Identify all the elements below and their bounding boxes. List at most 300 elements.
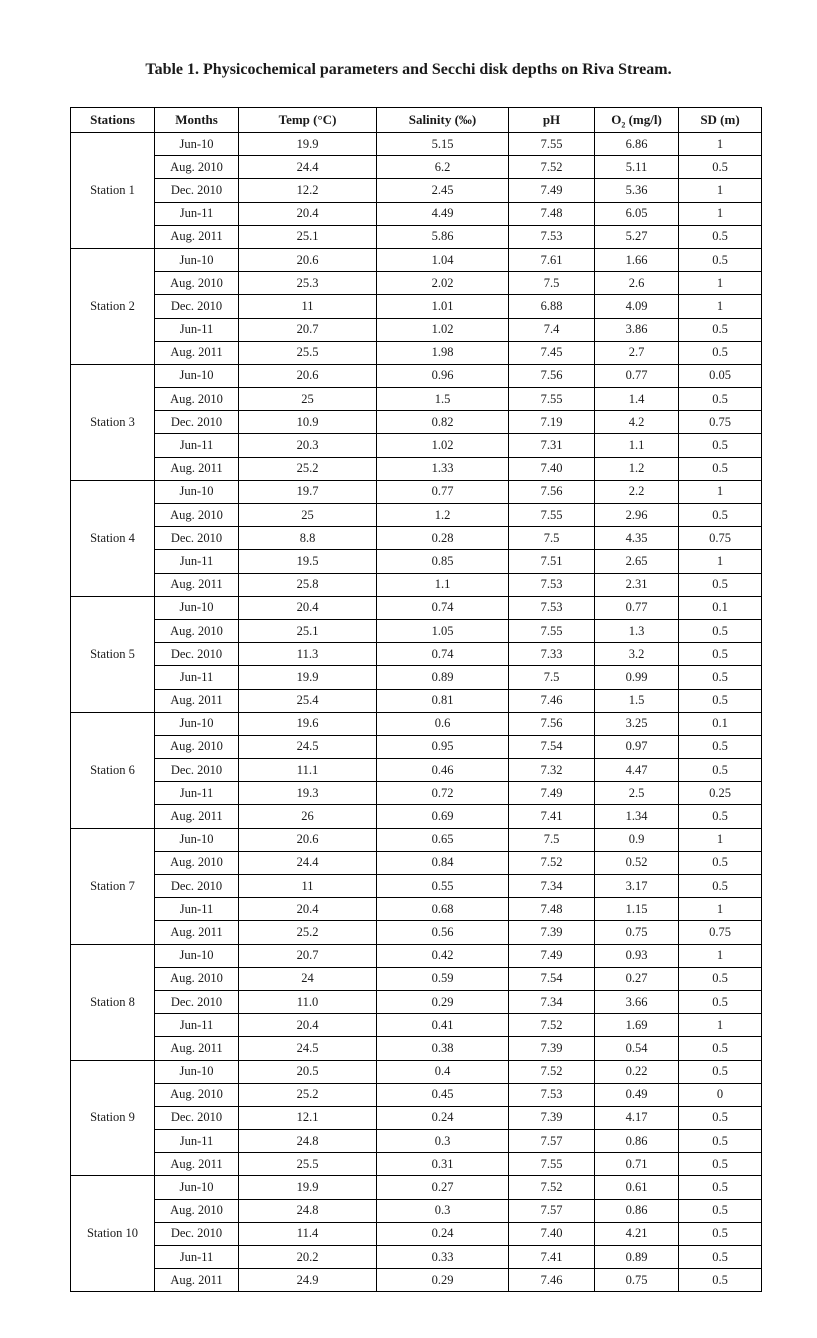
- sd-cell: 0.75: [679, 527, 762, 550]
- table-row: [71, 527, 762, 550]
- temp-cell: 20.6: [239, 364, 377, 387]
- temp-cell: 20.5: [239, 1060, 377, 1083]
- temp-cell: 25.3: [239, 272, 377, 295]
- o2-cell: 3.25: [595, 712, 679, 735]
- table-row: [71, 434, 762, 457]
- ph-cell: 7.53: [509, 596, 595, 619]
- temp-cell: 19.6: [239, 712, 377, 735]
- header-o2-symbol: O: [611, 112, 622, 127]
- salinity-cell: 0.24: [377, 1106, 509, 1129]
- temp-cell: 20.7: [239, 318, 377, 341]
- header-temp: Temp (°C): [239, 108, 377, 133]
- o2-cell: 0.61: [595, 1176, 679, 1199]
- table-row: [71, 388, 762, 411]
- temp-cell: 24.5: [239, 1037, 377, 1060]
- month-cell: Dec. 2010: [155, 990, 239, 1013]
- month-cell: Aug. 2010: [155, 619, 239, 642]
- temp-cell: 20.4: [239, 898, 377, 921]
- sd-cell: 0.5: [679, 851, 762, 874]
- sd-cell: 0.5: [679, 1176, 762, 1199]
- sd-cell: 0.5: [679, 341, 762, 364]
- ph-cell: 7.49: [509, 179, 595, 202]
- header-stations: Stations: [71, 108, 155, 133]
- salinity-cell: 1.02: [377, 318, 509, 341]
- sd-cell: 0.75: [679, 921, 762, 944]
- table-row: [71, 990, 762, 1013]
- o2-cell: 4.21: [595, 1222, 679, 1245]
- temp-cell: 20.3: [239, 434, 377, 457]
- sd-cell: 1: [679, 179, 762, 202]
- sd-cell: 1: [679, 202, 762, 225]
- salinity-cell: 0.3: [377, 1130, 509, 1153]
- temp-cell: 24.8: [239, 1130, 377, 1153]
- sd-cell: 0.25: [679, 782, 762, 805]
- month-cell: Dec. 2010: [155, 1222, 239, 1245]
- temp-cell: 11.1: [239, 759, 377, 782]
- table-row: [71, 1199, 762, 1222]
- station-name-cell: Station 10: [71, 1176, 155, 1292]
- ph-cell: 7.4: [509, 318, 595, 341]
- ph-cell: 7.52: [509, 1176, 595, 1199]
- month-cell: Dec. 2010: [155, 1106, 239, 1129]
- month-cell: Aug. 2011: [155, 921, 239, 944]
- ph-cell: 7.53: [509, 225, 595, 248]
- ph-cell: 7.54: [509, 735, 595, 758]
- ph-cell: 7.31: [509, 434, 595, 457]
- ph-cell: 7.33: [509, 643, 595, 666]
- temp-cell: 8.8: [239, 527, 377, 550]
- header-o2: [595, 108, 679, 133]
- o2-cell: 4.35: [595, 527, 679, 550]
- o2-cell: 4.2: [595, 411, 679, 434]
- o2-cell: 6.05: [595, 202, 679, 225]
- salinity-cell: 1.02: [377, 434, 509, 457]
- ph-cell: 7.41: [509, 805, 595, 828]
- ph-cell: 7.57: [509, 1199, 595, 1222]
- temp-cell: 24.9: [239, 1269, 377, 1292]
- ph-cell: 7.45: [509, 341, 595, 364]
- station-name-cell: Station 8: [71, 944, 155, 1060]
- salinity-cell: 0.29: [377, 990, 509, 1013]
- station-name-cell: Station 3: [71, 364, 155, 480]
- sd-cell: 1: [679, 295, 762, 318]
- temp-cell: 19.3: [239, 782, 377, 805]
- month-cell: Jun-10: [155, 712, 239, 735]
- table-row: [71, 875, 762, 898]
- o2-cell: 1.1: [595, 434, 679, 457]
- temp-cell: 20.7: [239, 944, 377, 967]
- salinity-cell: 1.5: [377, 388, 509, 411]
- month-cell: Aug. 2010: [155, 967, 239, 990]
- salinity-cell: 0.27: [377, 1176, 509, 1199]
- temp-cell: 20.6: [239, 828, 377, 851]
- ph-cell: 7.61: [509, 248, 595, 271]
- temp-cell: 20.4: [239, 1014, 377, 1037]
- temp-cell: 19.9: [239, 133, 377, 156]
- sd-cell: 0.5: [679, 248, 762, 271]
- table-row: [71, 851, 762, 874]
- month-cell: Jun-10: [155, 944, 239, 967]
- table-row: [71, 1269, 762, 1292]
- o2-cell: 0.77: [595, 364, 679, 387]
- table-row: [71, 782, 762, 805]
- sd-cell: 0.5: [679, 689, 762, 712]
- table-row: [71, 156, 762, 179]
- o2-cell: 0.75: [595, 1269, 679, 1292]
- temp-cell: 24.8: [239, 1199, 377, 1222]
- sd-cell: 0.5: [679, 1269, 762, 1292]
- ph-cell: 7.5: [509, 828, 595, 851]
- salinity-cell: 0.74: [377, 643, 509, 666]
- month-cell: Dec. 2010: [155, 875, 239, 898]
- temp-cell: 10.9: [239, 411, 377, 434]
- temp-cell: 11.3: [239, 643, 377, 666]
- month-cell: Jun-10: [155, 1060, 239, 1083]
- table-row: [71, 643, 762, 666]
- ph-cell: 7.55: [509, 619, 595, 642]
- temp-cell: 24.4: [239, 851, 377, 874]
- sd-cell: 0.5: [679, 990, 762, 1013]
- temp-cell: 12.1: [239, 1106, 377, 1129]
- ph-cell: 7.51: [509, 550, 595, 573]
- temp-cell: 20.2: [239, 1246, 377, 1269]
- ph-cell: 7.52: [509, 1014, 595, 1037]
- table-row: [71, 1083, 762, 1106]
- month-cell: Jun-10: [155, 1176, 239, 1199]
- sd-cell: 0.5: [679, 805, 762, 828]
- station-name-cell: Station 6: [71, 712, 155, 828]
- ph-cell: 7.40: [509, 1222, 595, 1245]
- station-name-cell: Station 5: [71, 596, 155, 712]
- sd-cell: 0.5: [679, 619, 762, 642]
- header-sd: SD (m): [679, 108, 762, 133]
- month-cell: Aug. 2010: [155, 388, 239, 411]
- month-cell: Jun-10: [155, 248, 239, 271]
- salinity-cell: 0.81: [377, 689, 509, 712]
- table-row: [71, 596, 762, 619]
- table-row: [71, 1037, 762, 1060]
- sd-cell: 0.5: [679, 504, 762, 527]
- table-row: [71, 295, 762, 318]
- sd-cell: 0.5: [679, 457, 762, 480]
- month-cell: Aug. 2011: [155, 457, 239, 480]
- salinity-cell: 0.68: [377, 898, 509, 921]
- month-cell: Aug. 2010: [155, 504, 239, 527]
- temp-cell: 24.4: [239, 156, 377, 179]
- salinity-cell: 0.28: [377, 527, 509, 550]
- table-row: [71, 364, 762, 387]
- salinity-cell: 0.6: [377, 712, 509, 735]
- sd-cell: 0.5: [679, 1199, 762, 1222]
- month-cell: Dec. 2010: [155, 411, 239, 434]
- salinity-cell: 0.31: [377, 1153, 509, 1176]
- salinity-cell: 0.56: [377, 921, 509, 944]
- table-row: [71, 1014, 762, 1037]
- temp-cell: 25.5: [239, 341, 377, 364]
- month-cell: Aug. 2011: [155, 1153, 239, 1176]
- month-cell: Jun-11: [155, 550, 239, 573]
- ph-cell: 7.5: [509, 272, 595, 295]
- header-o2-unit: (mg/l): [625, 112, 662, 127]
- salinity-cell: 0.45: [377, 1083, 509, 1106]
- sd-cell: 0: [679, 1083, 762, 1106]
- table-row: [71, 202, 762, 225]
- o2-cell: 2.7: [595, 341, 679, 364]
- table-row: [71, 1106, 762, 1129]
- ph-cell: 7.52: [509, 156, 595, 179]
- table-row: [71, 1060, 762, 1083]
- physicochemical-table: [70, 107, 762, 1292]
- o2-cell: 0.86: [595, 1130, 679, 1153]
- month-cell: Jun-11: [155, 1130, 239, 1153]
- temp-cell: 19.9: [239, 1176, 377, 1199]
- o2-cell: 4.17: [595, 1106, 679, 1129]
- temp-cell: 25.8: [239, 573, 377, 596]
- o2-cell: 1.34: [595, 805, 679, 828]
- sd-cell: 0.5: [679, 1153, 762, 1176]
- temp-cell: 25: [239, 388, 377, 411]
- o2-cell: 1.2: [595, 457, 679, 480]
- month-cell: Aug. 2010: [155, 1083, 239, 1106]
- table-row: [71, 921, 762, 944]
- o2-cell: 1.4: [595, 388, 679, 411]
- ph-cell: 7.48: [509, 898, 595, 921]
- sd-cell: 1: [679, 272, 762, 295]
- month-cell: Jun-11: [155, 782, 239, 805]
- table-row: [71, 735, 762, 758]
- month-cell: Aug. 2010: [155, 851, 239, 874]
- ph-cell: 7.49: [509, 782, 595, 805]
- salinity-cell: 0.89: [377, 666, 509, 689]
- temp-cell: 25.4: [239, 689, 377, 712]
- salinity-cell: 0.84: [377, 851, 509, 874]
- temp-cell: 25.2: [239, 1083, 377, 1106]
- ph-cell: 7.5: [509, 666, 595, 689]
- table-row: [71, 898, 762, 921]
- table-row: [71, 944, 762, 967]
- o2-cell: 0.75: [595, 921, 679, 944]
- temp-cell: 24: [239, 967, 377, 990]
- sd-cell: 0.5: [679, 434, 762, 457]
- table-row: [71, 341, 762, 364]
- temp-cell: 25.1: [239, 619, 377, 642]
- o2-cell: 3.66: [595, 990, 679, 1013]
- sd-cell: 0.75: [679, 411, 762, 434]
- o2-cell: 4.47: [595, 759, 679, 782]
- table-row: [71, 1222, 762, 1245]
- month-cell: Jun-10: [155, 364, 239, 387]
- header-o2-subscript: 2: [621, 120, 626, 130]
- month-cell: Aug. 2011: [155, 341, 239, 364]
- ph-cell: 7.19: [509, 411, 595, 434]
- ph-cell: 7.55: [509, 388, 595, 411]
- o2-cell: 2.6: [595, 272, 679, 295]
- sd-cell: 0.5: [679, 225, 762, 248]
- salinity-cell: 0.69: [377, 805, 509, 828]
- table-row: [71, 1153, 762, 1176]
- o2-cell: 0.89: [595, 1246, 679, 1269]
- sd-cell: 0.5: [679, 1246, 762, 1269]
- month-cell: Aug. 2010: [155, 156, 239, 179]
- sd-cell: 0.5: [679, 1106, 762, 1129]
- month-cell: Dec. 2010: [155, 295, 239, 318]
- temp-cell: 26: [239, 805, 377, 828]
- ph-cell: 7.52: [509, 851, 595, 874]
- o2-cell: 0.97: [595, 735, 679, 758]
- month-cell: Jun-11: [155, 898, 239, 921]
- o2-cell: 2.31: [595, 573, 679, 596]
- month-cell: Aug. 2011: [155, 573, 239, 596]
- sd-cell: 0.5: [679, 388, 762, 411]
- month-cell: Aug. 2011: [155, 225, 239, 248]
- sd-cell: 0.5: [679, 1222, 762, 1245]
- sd-cell: 0.5: [679, 967, 762, 990]
- sd-cell: 0.5: [679, 666, 762, 689]
- sd-cell: 0.5: [679, 875, 762, 898]
- salinity-cell: 0.3: [377, 1199, 509, 1222]
- temp-cell: 11: [239, 295, 377, 318]
- table-row: [71, 411, 762, 434]
- o2-cell: 3.17: [595, 875, 679, 898]
- table-row: [71, 225, 762, 248]
- month-cell: Jun-10: [155, 480, 239, 503]
- o2-cell: 0.99: [595, 666, 679, 689]
- o2-cell: 0.22: [595, 1060, 679, 1083]
- month-cell: Jun-11: [155, 434, 239, 457]
- ph-cell: 7.40: [509, 457, 595, 480]
- ph-cell: 7.5: [509, 527, 595, 550]
- salinity-cell: 0.82: [377, 411, 509, 434]
- station-name-cell: Station 4: [71, 480, 155, 596]
- salinity-cell: 0.38: [377, 1037, 509, 1060]
- o2-cell: 0.49: [595, 1083, 679, 1106]
- sd-cell: 0.5: [679, 759, 762, 782]
- sd-cell: 1: [679, 944, 762, 967]
- sd-cell: 0.5: [679, 573, 762, 596]
- table-row: [71, 504, 762, 527]
- station-name-cell: Station 7: [71, 828, 155, 944]
- month-cell: Aug. 2011: [155, 805, 239, 828]
- ph-cell: 7.34: [509, 875, 595, 898]
- ph-cell: 7.41: [509, 1246, 595, 1269]
- temp-cell: 24.5: [239, 735, 377, 758]
- month-cell: Aug. 2011: [155, 689, 239, 712]
- sd-cell: 0.5: [679, 318, 762, 341]
- month-cell: Jun-11: [155, 1246, 239, 1269]
- o2-cell: 6.86: [595, 133, 679, 156]
- month-cell: Jun-11: [155, 202, 239, 225]
- month-cell: Jun-11: [155, 318, 239, 341]
- salinity-cell: 1.98: [377, 341, 509, 364]
- ph-cell: 7.48: [509, 202, 595, 225]
- o2-cell: 1.3: [595, 619, 679, 642]
- temp-cell: 11.4: [239, 1222, 377, 1245]
- table-row: [71, 318, 762, 341]
- salinity-cell: 5.15: [377, 133, 509, 156]
- station-name-cell: Station 1: [71, 133, 155, 249]
- ph-cell: 7.46: [509, 689, 595, 712]
- ph-cell: 7.57: [509, 1130, 595, 1153]
- temp-cell: 20.4: [239, 202, 377, 225]
- table-body: [71, 133, 762, 1292]
- month-cell: Jun-10: [155, 133, 239, 156]
- sd-cell: 1: [679, 828, 762, 851]
- temp-cell: 25.5: [239, 1153, 377, 1176]
- salinity-cell: 2.45: [377, 179, 509, 202]
- ph-cell: 7.55: [509, 133, 595, 156]
- o2-cell: 2.2: [595, 480, 679, 503]
- salinity-cell: 6.2: [377, 156, 509, 179]
- sd-cell: 0.1: [679, 712, 762, 735]
- header-salinity: Salinity (‰): [377, 108, 509, 133]
- o2-cell: 1.69: [595, 1014, 679, 1037]
- temp-cell: 25.2: [239, 457, 377, 480]
- salinity-cell: 0.55: [377, 875, 509, 898]
- sd-cell: 0.5: [679, 1060, 762, 1083]
- o2-cell: 0.77: [595, 596, 679, 619]
- sd-cell: 0.5: [679, 643, 762, 666]
- month-cell: Aug. 2011: [155, 1269, 239, 1292]
- table-caption: Table 1. Physicochemical parameters and Secchi disk depths on Riva Stream.: [145, 61, 672, 78]
- o2-cell: 2.65: [595, 550, 679, 573]
- ph-cell: 7.46: [509, 1269, 595, 1292]
- month-cell: Jun-11: [155, 666, 239, 689]
- o2-cell: 1.15: [595, 898, 679, 921]
- temp-cell: 20.6: [239, 248, 377, 271]
- sd-cell: 1: [679, 133, 762, 156]
- table-row: [71, 272, 762, 295]
- salinity-cell: 0.85: [377, 550, 509, 573]
- o2-cell: 0.71: [595, 1153, 679, 1176]
- sd-cell: 0.5: [679, 735, 762, 758]
- station-name-cell: Station 9: [71, 1060, 155, 1176]
- ph-cell: 7.56: [509, 480, 595, 503]
- salinity-cell: 1.05: [377, 619, 509, 642]
- salinity-cell: 0.33: [377, 1246, 509, 1269]
- table-row: [71, 712, 762, 735]
- ph-cell: 7.39: [509, 1037, 595, 1060]
- ph-cell: 6.88: [509, 295, 595, 318]
- month-cell: Jun-11: [155, 1014, 239, 1037]
- table-row: [71, 133, 762, 156]
- ph-cell: 7.55: [509, 1153, 595, 1176]
- o2-cell: 2.5: [595, 782, 679, 805]
- salinity-cell: 1.2: [377, 504, 509, 527]
- month-cell: Dec. 2010: [155, 527, 239, 550]
- table-row: [71, 457, 762, 480]
- ph-cell: 7.39: [509, 1106, 595, 1129]
- table-row: [71, 1130, 762, 1153]
- header-months: Months: [155, 108, 239, 133]
- salinity-cell: 0.74: [377, 596, 509, 619]
- ph-cell: 7.32: [509, 759, 595, 782]
- month-cell: Dec. 2010: [155, 759, 239, 782]
- o2-cell: 1.5: [595, 689, 679, 712]
- salinity-cell: 0.96: [377, 364, 509, 387]
- o2-cell: 0.27: [595, 967, 679, 990]
- month-cell: Dec. 2010: [155, 643, 239, 666]
- o2-cell: 3.86: [595, 318, 679, 341]
- month-cell: Aug. 2010: [155, 272, 239, 295]
- salinity-cell: 5.86: [377, 225, 509, 248]
- table-row: [71, 248, 762, 271]
- table-row: [71, 550, 762, 573]
- table-row: [71, 967, 762, 990]
- sd-cell: 0.5: [679, 1037, 762, 1060]
- o2-cell: 0.52: [595, 851, 679, 874]
- ph-cell: 7.56: [509, 364, 595, 387]
- salinity-cell: 0.4: [377, 1060, 509, 1083]
